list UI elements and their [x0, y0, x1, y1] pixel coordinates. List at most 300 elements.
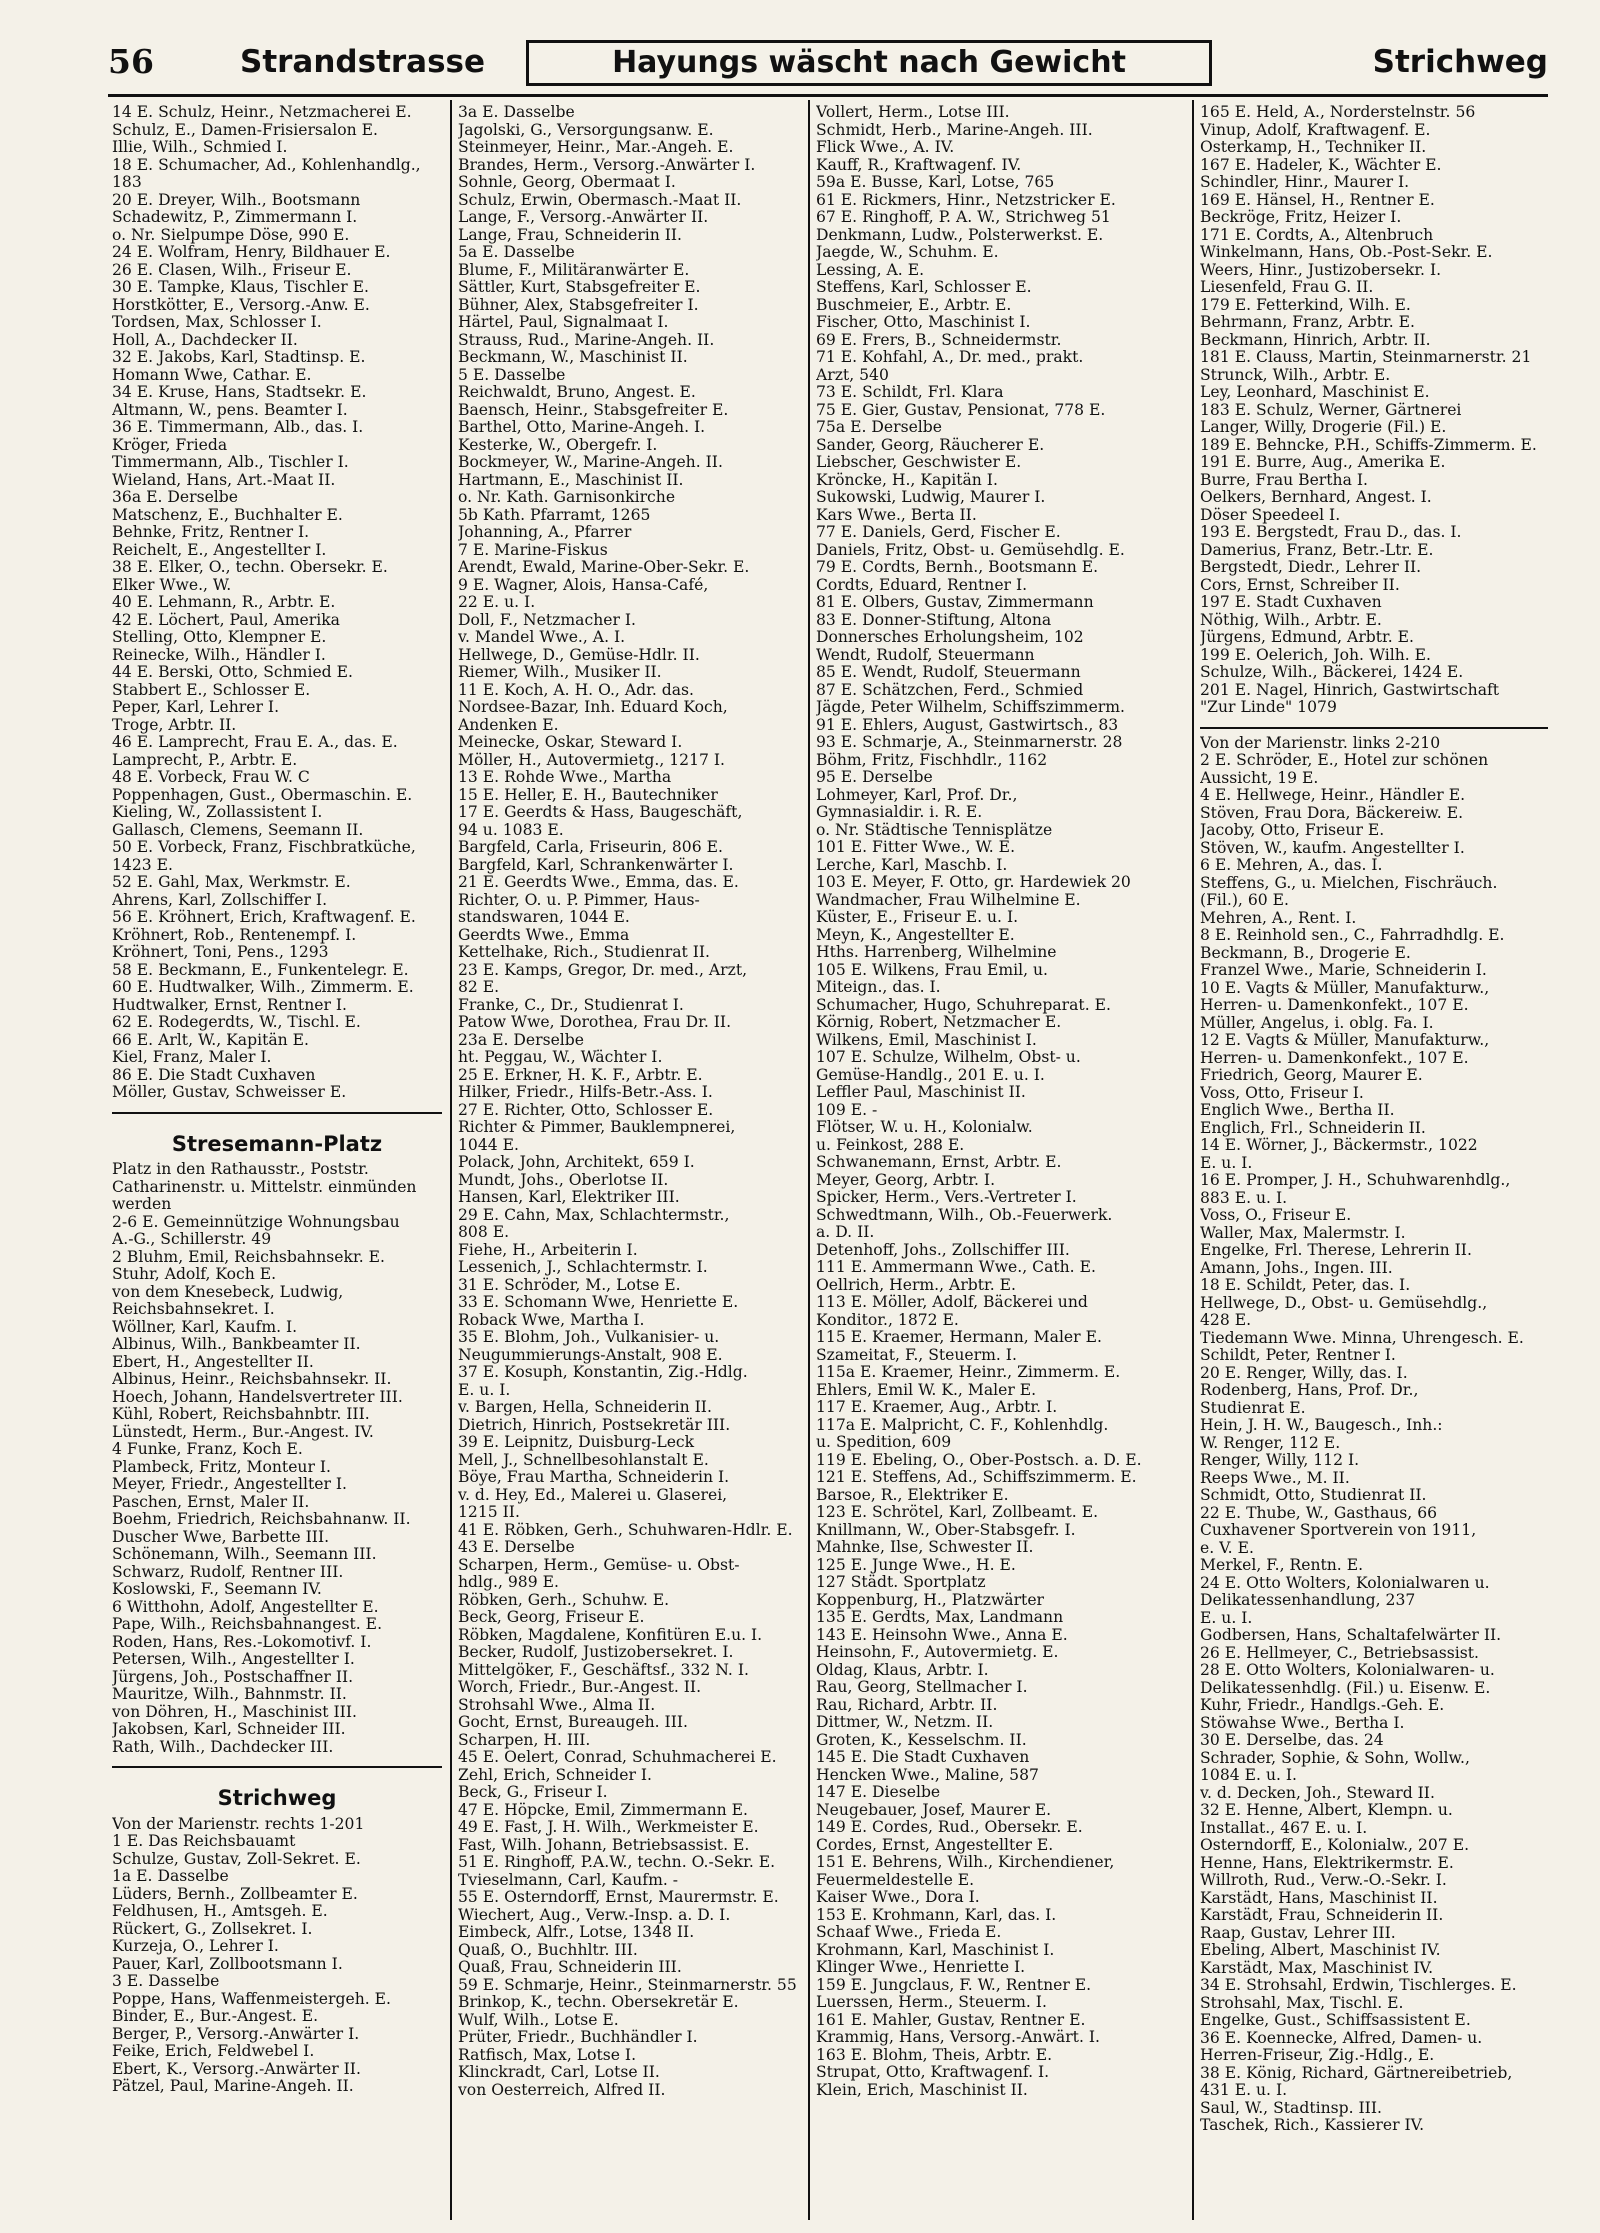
directory-entry: 49 E. Fast, J. H. Wilh., Werkmeister E.	[458, 1819, 759, 1836]
directory-entry: Ebert, H., Angestellter II.	[112, 1353, 314, 1371]
directory-entry: Kaiser Wwe., Dora I.	[816, 1889, 980, 1906]
directory-entry: 23 E. Kamps, Gregor, Dr. med., Arzt,	[458, 961, 748, 979]
directory-entry: Dietrich, Hinrich, Postsekretär III.	[458, 1416, 731, 1434]
directory-entry: Herren- u. Damenkonfekt., 107 E.	[1200, 997, 1469, 1014]
directory-entry: Winkelmann, Hans, Ob.-Post-Sekr. E.	[1200, 244, 1493, 261]
directory-entry: Osterkamp, H., Techniker II.	[1200, 139, 1427, 156]
directory-entry: Brandes, Herm., Versorg.-Anwärter I.	[458, 156, 756, 174]
directory-entry: Rau, Richard, Arbtr. II.	[816, 1696, 998, 1714]
directory-entry: Denkmann, Ludw., Polsterwerkst. E.	[816, 226, 1104, 244]
directory-entry: Hilker, Friedr., Hilfs-Betr.-Ass. I.	[458, 1084, 713, 1101]
directory-entry: 40 E. Lehmann, R., Arbtr. E.	[112, 594, 336, 611]
directory-entry: 42 E. Löchert, Paul, Amerika	[112, 611, 340, 629]
directory-entry: Beck, Georg, Friseur E.	[458, 1609, 645, 1626]
directory-entry: 51 E. Ringhoff, P.A.W., techn. O.-Sekr. E.	[458, 1854, 776, 1871]
directory-entry: 67 E. Ringhoff, P. A. W., Strichweg 51	[816, 209, 1111, 226]
directory-entry: Groten, K., Kesselschm. II.	[816, 1731, 1027, 1749]
directory-entry: Cordts, Eduard, Rentner I.	[816, 576, 1028, 594]
directory-entry: 50 E. Vorbeck, Franz, Fischbratküche,	[112, 839, 416, 856]
directory-entry: Johanning, A., Pfarrer	[458, 524, 632, 541]
directory-entry: 46 E. Lamprecht, Frau E. A., das. E.	[112, 734, 398, 751]
directory-entry: Albinus, Wilh., Bankbeamter II.	[112, 1336, 361, 1353]
directory-entry: Reichelt, E., Angestellter I.	[112, 541, 327, 559]
directory-entry: Sättler, Kurt, Stabsgefreiter E.	[458, 279, 701, 296]
directory-entry: Reichsbahnsekret. I.	[112, 1301, 275, 1318]
directory-entry: Kesterke, W., Obergefr. I.	[458, 436, 658, 454]
directory-entry: Roback Wwe, Martha I.	[458, 1311, 645, 1329]
directory-entry: Reinecke, Wilh., Händler I.	[112, 646, 326, 664]
directory-entry: Karstädt, Hans, Maschinist II.	[1200, 1889, 1438, 1907]
directory-entry: v. Mandel Wwe., A. I.	[458, 629, 626, 646]
directory-entry: Osterndorff, E., Kolonialw., 207 E.	[1200, 1837, 1470, 1854]
section-heading: Stresemann-Platz	[171, 1131, 383, 1156]
directory-entry: 25 E. Erkner, H. K. F., Arbtr. E.	[458, 1066, 703, 1084]
directory-entry: Ley, Leonhard, Maschinist E.	[1200, 384, 1430, 401]
directory-entry: Schrader, Sophie, & Sohn, Wollw.,	[1200, 1749, 1470, 1767]
directory-entry: 189 E. Behncke, P.H., Schiffs-Zimmerm. E.	[1200, 436, 1537, 454]
directory-entry: Böhm, Fritz, Fischhdlr., 1162	[816, 751, 1048, 769]
directory-entry: Jakobsen, Karl, Schneider III.	[112, 1721, 346, 1738]
directory-entry: Reeps Wwe., M. II.	[1200, 1469, 1350, 1487]
right-street-heading: Strichweg	[1372, 44, 1548, 80]
directory-entry: Cors, Ernst, Schreiber II.	[1200, 576, 1400, 594]
directory-entry: 103 E. Meyer, F. Otto, gr. Hardewiek 20	[816, 874, 1131, 891]
column-divider	[1192, 100, 1194, 2220]
directory-entry: 183 E. Schulz, Werner, Gärtnerei	[1200, 401, 1462, 419]
directory-entry: Stöven, Frau Dora, Bäckereiw. E.	[1200, 804, 1464, 822]
directory-entry: Delikatessenhdlg. (Fil.) u. Eisenw. E.	[1200, 1679, 1491, 1697]
directory-entry: Blume, F., Militäranwärter E.	[458, 261, 690, 279]
directory-entry: 41 E. Röbken, Gerh., Schuhwaren-Hdlr. E.	[458, 1521, 793, 1539]
directory-entry: 808 E.	[458, 1224, 510, 1241]
directory-entry: Petersen, Wilh., Angestellter I.	[112, 1651, 355, 1668]
directory-entry: Lerche, Karl, Maschb. I.	[816, 856, 1008, 874]
directory-entry: Baensch, Heinr., Stabsgefreiter E.	[458, 401, 729, 419]
directory-entry: 16 E. Promper, J. H., Schuhwarenhdlg.,	[1200, 1172, 1511, 1189]
directory-entry: Bergstedt, Diedr., Lehrer II.	[1200, 559, 1422, 576]
directory-entry: 36a E. Derselbe	[112, 489, 239, 506]
directory-entry: Mell, J., Schnellbesohlanstalt E.	[458, 1451, 709, 1469]
directory-entry: 1044 E.	[458, 1136, 519, 1154]
directory-entry: 145 E. Die Stadt Cuxhaven	[816, 1749, 1030, 1766]
directory-entry: u. Feinkost, 288 E.	[816, 1136, 965, 1154]
directory-entry: o. Nr. Kath. Garnisonkirche	[458, 489, 676, 506]
directory-entry: Schmidt, Herb., Marine-Angeh. III.	[816, 121, 1093, 139]
directory-entry: Schulze, Wilh., Bäckerei, 1424 E.	[1200, 664, 1464, 681]
directory-entry: 31 E. Schröder, M., Lotse E.	[458, 1276, 681, 1294]
page-header	[108, 40, 1548, 88]
directory-entry: Schindler, Hinr., Maurer I.	[1200, 174, 1410, 191]
directory-entry: Möller, H., Autovermietg., 1217 I.	[458, 751, 726, 769]
directory-entry: Quaß, O., Buchhltr. III.	[458, 1941, 638, 1959]
page-number: 56	[108, 42, 154, 81]
directory-entry: Schwanemann, Ernst, Arbtr. E.	[816, 1154, 1062, 1171]
directory-entry: Möller, Gustav, Schweisser E.	[112, 1084, 347, 1101]
directory-entry: Kröncke, H., Kapitän I.	[816, 471, 998, 489]
directory-entry: 30 E. Derselbe, das. 24	[1200, 1732, 1384, 1749]
directory-entry: Herren- u. Damenkonfekt., 107 E.	[1200, 1049, 1469, 1067]
directory-entry: Binder, E., Bur.-Angest. E.	[112, 2008, 319, 2025]
directory-entry: Kars Wwe., Berta II.	[816, 506, 977, 524]
directory-entry: 20 E. Dreyer, Wilh., Bootsmann	[112, 191, 361, 209]
directory-entry: Tvieselmann, Carl, Kaufm. -	[458, 1871, 679, 1889]
directory-entry: Konditor., 1872 E.	[816, 1311, 959, 1329]
directory-entry: 56 E. Kröhnert, Erich, Kraftwagenf. E.	[112, 909, 416, 926]
directory-entry: E. u. I.	[458, 1381, 511, 1399]
directory-entry: 167 E. Hadeler, K., Wächter E.	[1200, 156, 1442, 174]
directory-entry: 171 E. Cordts, A., Altenbruch	[1200, 226, 1434, 244]
directory-entry: Roden, Hans, Res.-Lokomotivf. I.	[112, 1633, 372, 1651]
directory-entry: Klinckradt, Carl, Lotse II.	[458, 2064, 660, 2081]
directory-entry: 153 E. Krohmann, Karl, das. I.	[816, 1906, 1057, 1924]
directory-entry: 181 E. Clauss, Martin, Steinmarnerstr. 21	[1200, 349, 1532, 366]
directory-entry: Aussicht, 19 E.	[1200, 769, 1319, 787]
directory-entry: Arzt, 540	[816, 366, 889, 384]
directory-entry: Hellwege, D., Gemüse-Hdlr. II.	[458, 646, 700, 664]
directory-entry: Hencken Wwe., Maline, 587	[816, 1766, 1039, 1784]
directory-entry: Sohnle, Georg, Obermaat I.	[458, 174, 676, 191]
directory-entry: Polack, John, Architekt, 659 I.	[458, 1154, 695, 1171]
directory-entry: Steinmeyer, Heinr., Mar.-Angeh. E.	[458, 139, 734, 156]
directory-entry: Installat., 467 E. u. I.	[1200, 1819, 1368, 1837]
directory-entry: Schulz, E., Damen-Frisiersalon E.	[112, 121, 378, 139]
directory-entry: Lessenich, J., Schlachtermstr. I.	[458, 1259, 708, 1276]
directory-entry: Koslowski, F., Seemann IV.	[112, 1581, 322, 1598]
directory-entry: 14 E. Wörner, J., Bäckermstr., 1022	[1200, 1137, 1478, 1154]
directory-entry: Poppenhagen, Gust., Obermaschin. E.	[112, 786, 413, 804]
column-2	[458, 104, 800, 2214]
directory-entry: 1a E. Dasselbe	[112, 1868, 229, 1885]
directory-entry: Steffens, Karl, Schlosser E.	[816, 279, 1032, 296]
directory-entry: 2 E. Schröder, E., Hotel zur schönen	[1200, 752, 1489, 769]
directory-entry: 47 E. Höpcke, Emil, Zimmermann E.	[458, 1801, 748, 1819]
directory-entry: Rodenberg, Hans, Prof. Dr.,	[1200, 1382, 1419, 1399]
directory-entry: Hartmann, E., Maschinist II.	[458, 471, 684, 489]
directory-entry: 10 E. Vagts & Müller, Manufakturw.,	[1200, 979, 1490, 997]
column-divider	[808, 100, 810, 2220]
directory-entry: Beckmann, W., Maschinist II.	[458, 349, 688, 366]
directory-entry: 119 E. Ebeling, O., Ober-Postsch. a. D. E.	[816, 1451, 1142, 1469]
directory-entry: Böye, Frau Martha, Schneiderin I.	[458, 1469, 730, 1486]
directory-entry: Catharinenstr. u. Mittelstr. einmünden	[112, 1178, 417, 1196]
directory-entry: Fischer, Otto, Maschinist I.	[816, 314, 1031, 331]
directory-entry: Lünstedt, Herm., Bur.-Angest. IV.	[112, 1423, 374, 1441]
directory-entry: Paschen, Ernst, Maler II.	[112, 1493, 310, 1511]
directory-entry: Rath, Wilh., Dachdecker III.	[112, 1738, 334, 1756]
directory-entry: Lüders, Bernh., Zollbeamter E.	[112, 1885, 358, 1903]
directory-entry: von Döhren, H., Maschinist III.	[112, 1703, 357, 1721]
directory-entry: Wöllner, Karl, Kaufm. I.	[112, 1318, 298, 1336]
directory-entry: 34 E. Strohsahl, Erdwin, Tischlerges. E.	[1200, 1977, 1517, 1994]
directory-entry: Doll, F., Netzmacher I.	[458, 611, 637, 629]
directory-entry: Liesenfeld, Frau G. II.	[1200, 279, 1374, 296]
directory-entry: Heinsohn, F., Autovermietg. E.	[816, 1644, 1059, 1661]
directory-entry: Voss, Otto, Friseur I.	[1200, 1084, 1364, 1102]
directory-entry: 59 E. Schmarje, Heinr., Steinmarnerstr. 55	[458, 1976, 797, 1994]
section-heading: Strichweg	[217, 1786, 337, 1810]
directory-entry: 38 E. Elker, O., techn. Obersekr. E.	[112, 559, 388, 576]
directory-entry: Kühl, Robert, Reichsbahnbtr. III.	[112, 1406, 370, 1423]
directory-entry: Kieling, W., Zollassistent I.	[112, 804, 323, 821]
directory-entry: 22 E. u. I.	[458, 594, 536, 611]
directory-entry: 12 E. Vagts & Müller, Manufakturw.,	[1200, 1032, 1490, 1049]
directory-entry: 191 E. Burre, Aug., Amerika E.	[1200, 454, 1446, 471]
directory-entry: Dittmer, W., Netzm. II.	[816, 1714, 994, 1731]
directory-entry: 7 E. Marine-Fiskus	[458, 541, 608, 559]
directory-entry: Andenken E.	[458, 716, 559, 734]
directory-entry: 115 E. Kraemer, Hermann, Maler E.	[816, 1329, 1102, 1346]
directory-entry: Platz in den Rathausstr., Poststr.	[112, 1161, 369, 1178]
directory-entry: Illie, Wilh., Schmied I.	[112, 139, 288, 156]
directory-entry: Neugummierungs-Anstalt, 908 E.	[458, 1346, 723, 1364]
directory-entry: v. d. Hey, Ed., Malerei u. Glaserei,	[458, 1486, 728, 1504]
directory-entry: 199 E. Oelerich, Joh. Wilh. E.	[1200, 646, 1431, 664]
directory-entry: 147 E. Dieselbe	[816, 1784, 941, 1801]
directory-entry: v. d. Decken, Joh., Steward II.	[1200, 1784, 1435, 1802]
directory-entry: Buschmeier, E., Arbtr. E.	[816, 296, 1012, 314]
directory-entry: Meinecke, Oskar, Steward I.	[458, 734, 683, 751]
directory-entry: Becker, Rudolf, Justizobersekret. I.	[458, 1644, 734, 1661]
directory-entry: 4 Funke, Franz, Koch E.	[112, 1441, 303, 1458]
directory-entry: Poppe, Hans, Waffenmeistergeh. E.	[112, 1990, 391, 2008]
directory-entry: 6 Witthohn, Adolf, Angestellter E.	[112, 1598, 379, 1616]
directory-entry: Koppenburg, H., Platzwärter	[816, 1591, 1045, 1609]
directory-entry: 36 E. Timmermann, Alb., das. I.	[112, 419, 364, 436]
directory-entry: Elker Wwe., W.	[112, 576, 232, 594]
directory-entry: 125 E. Junge Wwe., H. E.	[816, 1556, 1016, 1574]
directory-entry: Mauritze, Wilh., Bahnmstr. II.	[112, 1686, 347, 1703]
directory-entry: Schulze, Gustav, Zoll-Sekret. E.	[112, 1850, 361, 1868]
directory-entry: Behnke, Fritz, Rentner I.	[112, 524, 310, 541]
directory-entry: 127 Städt. Sportplatz	[816, 1574, 986, 1591]
directory-entry: Mittelgöker, F., Geschäftsf., 332 N. I.	[458, 1661, 749, 1679]
directory-entry: Beckröge, Fritz, Heizer I.	[1200, 209, 1402, 226]
directory-entry: Beck, G., Friseur I.	[458, 1784, 608, 1801]
directory-entry: Daniels, Fritz, Obst- u. Gemüsehdlg. E.	[816, 541, 1125, 559]
directory-entry: Duscher Wwe, Barbette III.	[112, 1528, 330, 1546]
directory-entry: 52 E. Gahl, Max, Werkmstr. E.	[112, 874, 351, 891]
column-3	[816, 104, 1186, 2214]
header-rule	[108, 94, 1548, 97]
directory-entry: Kröhnert, Toni, Pens., 1293	[112, 944, 329, 961]
directory-entry: 107 E. Schulze, Wilhelm, Obst- u.	[816, 1049, 1081, 1066]
directory-entry: 197 E. Stadt Cuxhaven	[1200, 594, 1382, 611]
directory-entry: Detenhoff, Johs., Zollschiffer III.	[816, 1241, 1070, 1259]
directory-entry: Kiel, Franz, Maler I.	[112, 1049, 272, 1066]
directory-entry: Strupat, Otto, Kraftwagenf. I.	[816, 2064, 1050, 2081]
directory-entry: Gymnasialdir. i. R. E.	[816, 804, 983, 821]
directory-entry: Scharpen, H. III.	[458, 1731, 591, 1749]
directory-entry: Beckmann, Hinrich, Arbtr. II.	[1200, 331, 1431, 349]
directory-entry: Miteign., das. I.	[816, 979, 941, 996]
directory-entry: Nordsee-Bazar, Inh. Eduard Koch,	[458, 699, 728, 716]
directory-entry: Schildt, Peter, Rentner I.	[1200, 1347, 1396, 1364]
directory-entry: o. Nr. Städtische Tennisplätze	[816, 821, 1053, 839]
directory-entry: 115a E. Kraemer, Heinr., Zimmerm. E.	[816, 1364, 1121, 1381]
left-street-heading: Strandstrasse	[240, 44, 486, 80]
directory-entry: v. Bargen, Hella, Schneiderin II.	[458, 1399, 712, 1416]
directory-entry: Oellrich, Herm., Arbtr. E.	[816, 1276, 1017, 1294]
directory-entry: von dem Knesebeck, Ludwig,	[112, 1283, 344, 1301]
column-1	[112, 104, 442, 2214]
directory-entry: Krohmann, Karl, Maschinist I.	[816, 1941, 1055, 1959]
directory-entry: 39 E. Leipnitz, Duisburg-Leck	[458, 1434, 695, 1451]
directory-entry: Neugebauer, Josef, Maurer E.	[816, 1801, 1052, 1819]
directory-entry: Franke, C., Dr., Studienrat I.	[458, 996, 684, 1014]
section-rule	[112, 1112, 442, 1114]
directory-entry: 4 E. Hellwege, Heinr., Händler E.	[1200, 787, 1466, 804]
directory-entry: 15 E. Heller, E. H., Bautechniker	[458, 786, 718, 804]
directory-entry: 26 E. Clasen, Wilh., Friseur E.	[112, 261, 352, 279]
directory-entry: Peper, Karl, Lehrer I.	[112, 699, 280, 716]
directory-entry: 151 E. Behrens, Wilh., Kirchendiener,	[816, 1854, 1115, 1871]
directory-entry: 201 E. Nagel, Hinrich, Gastwirtschaft	[1200, 681, 1500, 699]
directory-entry: Hths. Harrenberg, Wilhelmine	[816, 944, 1057, 961]
directory-entry: Friedrich, Georg, Maurer E.	[1200, 1067, 1423, 1084]
section-rule	[1200, 727, 1548, 729]
directory-entry: 95 E. Derselbe	[816, 769, 933, 786]
directory-entry: 163 E. Blohm, Theis, Arbtr. E.	[816, 2046, 1053, 2064]
directory-entry: 3a E. Dasselbe	[458, 104, 575, 121]
directory-entry: 109 E. -	[816, 1101, 878, 1119]
directory-entry: Saul, W., Stadtinsp. III.	[1200, 2099, 1382, 2117]
directory-entry: 1423 E.	[112, 856, 173, 874]
directory-entry: Von der Marienstr. links 2-210	[1200, 734, 1441, 752]
directory-entry: Schadewitz, P., Zimmermann I.	[112, 209, 358, 226]
directory-entry: standswaren, 1044 E.	[458, 909, 630, 926]
directory-entry: Mehren, A., Rent. I.	[1200, 909, 1357, 927]
directory-entry: Jägde, Peter Wilhelm, Schiffszimmerm.	[816, 699, 1125, 716]
directory-entry: 193 E. Bergstedt, Frau D., das. I.	[1200, 524, 1462, 541]
directory-entry: Richter, O. u. P. Pimmer, Haus-	[458, 891, 700, 909]
directory-entry: Leffler Paul, Maschinist II.	[816, 1084, 1026, 1101]
directory-entry: 55 E. Osterndorff, Ernst, Maurermstr. E.	[458, 1889, 779, 1906]
directory-entry: 2 Bluhm, Emil, Reichsbahnsekr. E.	[112, 1248, 385, 1266]
directory-entry: Müller, Angelus, i. oblg. Fa. I.	[1200, 1014, 1434, 1032]
directory-entry: Wandmacher, Frau Wilhelmine E.	[816, 891, 1081, 909]
directory-entry: Damerius, Franz, Betr.-Ltr. E.	[1200, 541, 1434, 559]
directory-entry: 121 E. Steffens, Ad., Schiffszimmerm. E.	[816, 1469, 1137, 1486]
directory-entry: Szameitat, F., Steuerm. I.	[816, 1346, 1017, 1364]
directory-entry: Henne, Hans, Elektrikermstr. E.	[1200, 1854, 1454, 1872]
directory-entry: 32 E. Jakobs, Karl, Stadtinsp. E.	[112, 349, 366, 366]
directory-entry: E. u. I.	[1200, 1154, 1253, 1172]
directory-entry: Weers, Hinr., Justizobersekr. I.	[1200, 261, 1442, 279]
directory-entry: 149 E. Cordes, Rud., Obersekr. E.	[816, 1819, 1083, 1836]
directory-entry: 28 E. Otto Wolters, Kolonialwaren- u.	[1200, 1662, 1495, 1679]
directory-entry: 105 E. Wilkens, Frau Emil, u.	[816, 961, 1049, 979]
directory-entry: Klinger Wwe., Henriette I.	[816, 1959, 1026, 1976]
directory-entry: 24 E. Wolfram, Henry, Bildhauer E.	[112, 244, 391, 261]
directory-entry: Arendt, Ewald, Marine-Ober-Sekr. E.	[458, 559, 750, 576]
directory-entry: Reichwaldt, Bruno, Angest. E.	[458, 384, 696, 401]
directory-entry: Schwedtmann, Wilh., Ob.-Feuerwerk.	[816, 1206, 1113, 1224]
directory-entry: 75a E. Derselbe	[816, 419, 943, 436]
directory-entry: 161 E. Mahler, Gustav, Rentner E.	[816, 2011, 1086, 2029]
directory-entry: 77 E. Daniels, Gerd, Fischer E.	[816, 524, 1061, 541]
directory-entry: 71 E. Kohfahl, A., Dr. med., prakt.	[816, 349, 1084, 366]
directory-entry: Brinkop, K., techn. Obersekretär E.	[458, 1994, 739, 2011]
directory-entry: Hoech, Johann, Handelsvertreter III.	[112, 1388, 403, 1406]
directory-entry: Tiedemann Wwe. Minna, Uhrengesch. E.	[1200, 1329, 1524, 1347]
directory-entry: 20 E. Renger, Willy, das. I.	[1200, 1364, 1408, 1382]
directory-entry: Stöven, W., kaufm. Angestellter I.	[1200, 839, 1465, 857]
directory-entry: 143 E. Heinsohn Wwe., Anna E.	[816, 1626, 1068, 1644]
directory-entry: 883 E. u. I.	[1200, 1189, 1288, 1207]
directory-entry: 26 E. Hellmeyer, C., Betriebsassist.	[1200, 1644, 1479, 1662]
directory-entry: Homann Wwe, Cathar. E.	[112, 366, 312, 384]
directory-entry: Quaß, Frau, Schneiderin III.	[458, 1959, 682, 1976]
directory-entry: Wendt, Rudolf, Steuermann	[816, 646, 1035, 664]
directory-entry: Meyer, Friedr., Angestellter I.	[112, 1476, 347, 1493]
directory-entry: Rückert, G., Zollsekret. I.	[112, 1920, 313, 1938]
directory-entry: 135 E. Gerdts, Max, Landmann	[816, 1609, 1064, 1626]
directory-entry: 85 E. Wendt, Rudolf, Steuermann	[816, 664, 1081, 681]
directory-entry: Berger, P., Versorg.-Anwärter I.	[112, 2025, 360, 2043]
directory-entry: Albinus, Heinr., Reichsbahnsekr. II.	[112, 1371, 392, 1388]
directory-entry: 21 E. Geerdts Wwe., Emma, das. E.	[458, 874, 739, 891]
directory-entry: e. V. E.	[1200, 1539, 1254, 1557]
directory-entry: 30 E. Tampke, Klaus, Tischler E.	[112, 279, 369, 296]
directory-entry: 81 E. Olbers, Gustav, Zimmermann	[816, 594, 1094, 611]
directory-entry: Raap, Gustav, Lehrer III.	[1200, 1924, 1396, 1942]
directory-entry: Nöthig, Wilh., Arbtr. E.	[1200, 611, 1382, 629]
directory-entry: 111 E. Ammermann Wwe., Cath. E.	[816, 1259, 1096, 1276]
directory-entry: Knillmann, W., Ober-Stabsgefr. I.	[816, 1521, 1076, 1539]
directory-entry: Wulf, Wilh., Lotse E.	[458, 2011, 619, 2029]
directory-entry: Renger, Willy, 112 I.	[1200, 1452, 1360, 1469]
directory-entry: 86 E. Die Stadt Cuxhaven	[112, 1066, 316, 1084]
directory-entry: Flötser, W. u. H., Kolonialw.	[816, 1119, 1033, 1136]
directory-entry: Kröhnert, Rob., Rentenempf. I.	[112, 926, 357, 944]
directory-entry: Langer, Willy, Drogerie (Fil.) E.	[1200, 419, 1447, 436]
directory-entry: 83 E. Donner-Stiftung, Altona	[816, 611, 1052, 629]
directory-entry: Beckmann, B., Drogerie E.	[1200, 944, 1411, 962]
directory-entry: Jacoby, Otto, Friseur E.	[1200, 822, 1385, 839]
directory-entry: 82 E.	[458, 979, 500, 996]
directory-entry: Ehlers, Emil W. K., Maler E.	[816, 1381, 1037, 1399]
directory-entry: Oelkers, Bernhard, Angest. I.	[1200, 489, 1432, 506]
directory-entry: A.-G., Schillerstr. 49	[112, 1231, 272, 1248]
directory-entry: 45 E. Oelert, Conrad, Schuhmacherei E.	[458, 1749, 777, 1766]
directory-entry: 38 E. König, Richard, Gärtnereibetrieb,	[1200, 2064, 1513, 2082]
directory-entry: 6 E. Mehren, A., das. I.	[1200, 857, 1383, 874]
directory-entry: Mundt, Johs., Oberlotse II.	[458, 1171, 669, 1189]
directory-entry: Feuermeldestelle E.	[816, 1871, 975, 1889]
directory-entry: Kauff, R., Kraftwagenf. IV.	[816, 156, 1022, 174]
directory-entry: Worch, Friedr., Bur.-Angest. II.	[458, 1679, 702, 1696]
directory-entry: Röbken, Magdalene, Konfitüren E.u. I.	[458, 1626, 763, 1644]
directory-entry: Gallasch, Clemens, Seemann II.	[112, 821, 364, 839]
directory-entry: Englich, Frl., Schneiderin II.	[1200, 1119, 1426, 1137]
directory-entry: Riemer, Wilh., Musiker II.	[458, 664, 662, 681]
directory-entry: 24 E. Otto Wolters, Kolonialwaren u.	[1200, 1574, 1490, 1592]
directory-entry: Karstädt, Max, Maschinist IV.	[1200, 1959, 1434, 1977]
directory-entry: 5a E. Dasselbe	[458, 244, 575, 261]
directory-entry: werden	[112, 1196, 172, 1213]
directory-entry: Ratfisch, Max, Lotse I.	[458, 2046, 637, 2064]
directory-entry: Geerdts Wwe., Emma	[458, 926, 630, 944]
directory-entry: Hein, J. H. W., Baugesch., Inh.:	[1200, 1417, 1443, 1434]
directory-entry: Tordsen, Max, Schlosser I.	[112, 314, 322, 331]
directory-entry: Wiechert, Aug., Verw.-Insp. a. D. I.	[458, 1906, 731, 1924]
directory-entry: Von der Marienstr. rechts 1-201	[112, 1815, 365, 1833]
directory-entry: Vinup, Adolf, Kraftwagenf. E.	[1200, 121, 1431, 139]
directory-entry: 1 E. Das Reichsbauamt	[112, 1833, 296, 1850]
directory-entry: Gemüse-Handlg., 201 E. u. I.	[816, 1066, 1045, 1084]
directory-entry: Fiehe, H., Arbeiterin I.	[458, 1241, 638, 1259]
directory-entry: Karstädt, Frau, Schneiderin II.	[1200, 1907, 1444, 1924]
